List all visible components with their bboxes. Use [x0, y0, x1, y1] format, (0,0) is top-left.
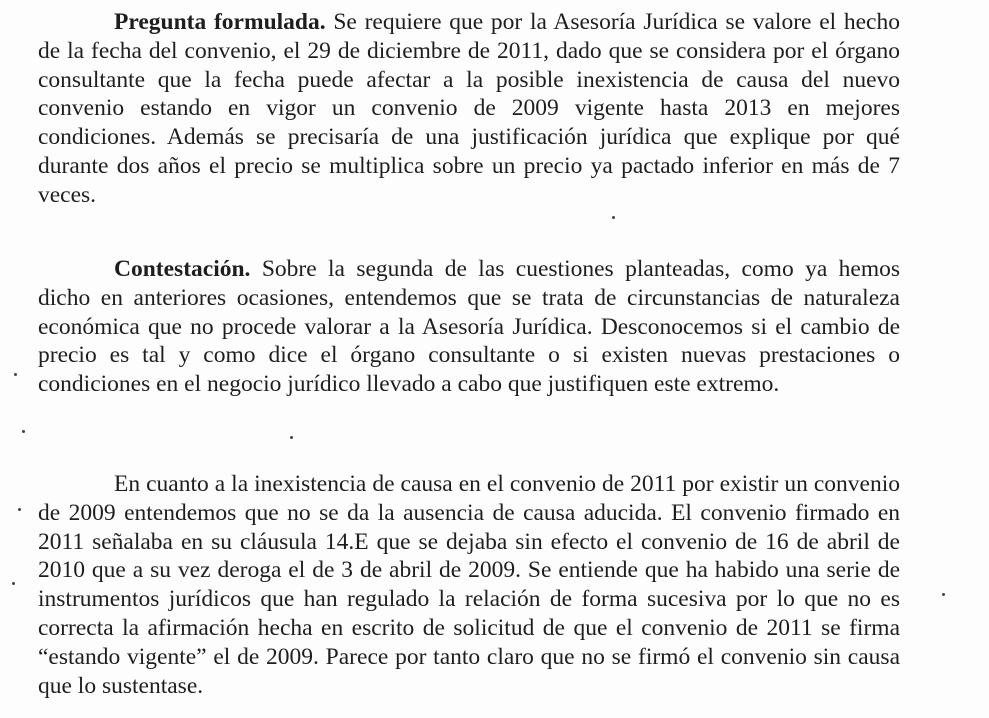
- paragraph-contestacion: [38, 255, 900, 399]
- scan-speck: [12, 582, 15, 585]
- scan-speck: [290, 436, 293, 439]
- scan-speck: [18, 508, 21, 511]
- paragraph-heading-pregunta: Pregunta formulada.: [114, 9, 326, 35]
- paragraph-heading-contestacion: Contestación.: [114, 256, 251, 282]
- scan-speck: [22, 430, 25, 433]
- paragraph-text-pregunta: Se requiere que por la Asesoría Jurídica se valore el hecho de la fecha del convenio, el 29 de diciembre de 2011, dado que se considera por el órgano consultante que la fecha puede afectar a la posible inexistencia de causa del nuevo convenio estando en vigor un convenio de 2009 vigente hasta 2013 en mejores condiciones. Además se precisaría de una justificación jurídica que explique por qué durante dos años el precio se multiplica sobre un precio ya pactado inferior en más de 7 veces.: [38, 9, 900, 208]
- paragraph-text-causa: En cuanto a la inexistencia de causa en el convenio de 2011 por existir un convenio de 2009 entendemos que no se da la ausencia de causa aducida. El convenio firmado en 2011 señalaba en su cláusula 14.E que se dejaba sin efecto el convenio de 16 de abril de 2010 que a su vez deroga el de 3 de abril de 2009. Se entiende que ha habido una serie de instrumentos jurídicos que han regulado la relación de forma sucesiva por lo que no es correcta la afirmación hecha en escrito de solicitud de que el convenio de 2011 se firma “estando vigente” el de 2009. Parece por tanto claro que no se firmó el convenio sin causa que lo sustentase.: [38, 471, 900, 699]
- paragraph-text-contestacion: Sobre la segunda de las cuestiones planteadas, como ya hemos dicho en anteriores ocasiones, entendemos que se trata de circunstancias de naturaleza económica que no procede valorar a la Asesoría Jurídica. Desconocemos si el cambio de precio es tal y como dice el órgano consultante o si existen nuevas prestaciones o condiciones en el negocio jurídico llevado a cabo que justifiquen este extremo.: [38, 256, 901, 398]
- scan-speck: [942, 593, 945, 596]
- scan-speck: [612, 216, 615, 219]
- paragraph-pregunta: [38, 8, 900, 210]
- paragraph-causa: [38, 470, 900, 700]
- scan-speck: [14, 373, 17, 376]
